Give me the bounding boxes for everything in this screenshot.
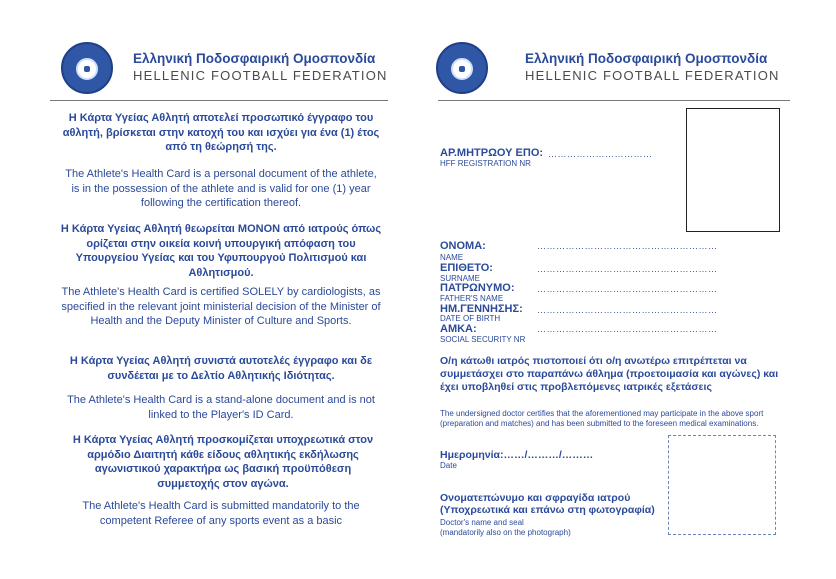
date-of-birth-field[interactable]: ………………………………………………… (537, 305, 718, 315)
certification-text-en: The undersigned doctor certifies that the aforementioned may participate in the above sport (preparation and matches) and has been submitted to the foreseen medical examinations. (440, 409, 764, 428)
certification-text-gr: Ο/η κάτωθι ιατρός πιστοποιεί ότι ο/η ανωτέρω επιτρέπεται να συμμετάσχει στο παραπάνω άθλημα (προετοιμασία και αγώνες) και έχει υποβληθεί στις προβλεπόμενες ιατρικές εξετάσεις (440, 355, 779, 393)
date-of-birth-label: ΗΜ.ΓΕΝΝΗΣΗΣ: (440, 303, 523, 315)
amka-field[interactable]: ………………………………………………… (537, 324, 718, 334)
date-label-en: Date (440, 461, 457, 470)
paragraph-referee-gr: Η Κάρτα Υγείας Αθλητή προσκομίζεται υποχρεωτικά στον αρμόδιο Διαιτητή κάθε είδους αθλητικής εκδήλωσης αγωνιστικού χαρακτήρα ως βασική προϋπόθεση συμμετοχής στον αγώνα. (72, 434, 374, 490)
date-label[interactable]: Ημερομηνία:……/………/……… (440, 449, 594, 461)
photo-box (686, 108, 780, 232)
surname-label-en: SURNAME (440, 274, 481, 283)
federation-name-greek: Ελληνική Ποδοσφαιρική Ομοσπονδία (525, 51, 768, 66)
name-field[interactable]: ………………………………………………… (537, 241, 718, 251)
paragraph-certified-gr: Η Κάρτα Υγείας Αθλητή θεωρείται ΜΟΝΟΝ από ιατρούς όπως ορίζεται στην οικεία κοινή υπουργική απόφαση του Υπουργείου Υγείας και του Υφυπουργού Πολιτισμού και Αθλητισμού. (60, 223, 382, 279)
date-of-birth-label-en: DATE OF BIRTH (440, 314, 501, 323)
surname-field[interactable]: ………………………………………………… (537, 264, 718, 274)
doctor-seal-box (668, 435, 776, 535)
hff-crest-icon (436, 42, 488, 94)
paragraph-validity-en: The Athlete's Health Card is a personal document of the athlete, is in the possession of the athlete and is valid for one (1) year following the certification thereof. (65, 168, 377, 209)
father-name-label-en: FATHER'S NAME (440, 294, 504, 303)
registration-field[interactable]: …………………………… (548, 149, 653, 159)
doctor-seal-note: (Υποχρεωτικά και επάνω στη φωτογραφία) (440, 504, 655, 516)
hff-crest-icon (61, 42, 113, 94)
paragraph-validity-gr: Η Κάρτα Υγείας Αθλητή αποτελεί προσωπικό έγγραφο του αθλητή, βρίσκεται στην κατοχή του και ισχύει για ένα (1) έτος από τη θεώρησή της. (62, 112, 380, 153)
federation-name-greek: Ελληνική Ποδοσφαιρική Ομοσπονδία (133, 51, 376, 66)
amka-label-en: SOCIAL SECURITY NR (440, 335, 526, 344)
registration-label-en: HFF REGISTRATION NR (440, 159, 531, 168)
paragraph-certified-en: The Athlete's Health Card is certified SOLELY by cardiologists, as specified in the relevant joint ministerial decision of the Minister of Health and the Deputy Minister of Culture and Sports. (61, 286, 381, 327)
father-name-label: ΠΑΤΡΩΝΥΜΟ: (440, 282, 515, 294)
federation-name-english: HELLENIC FOOTBALL FEDERATION (133, 68, 388, 83)
header-divider (50, 100, 388, 101)
name-label: ΟΝΟΜΑ: (440, 240, 486, 252)
paragraph-standalone-en: The Athlete's Health Card is a stand-alone document and is not linked to the Player's ID Card. (67, 394, 375, 421)
registration-label: ΑΡ.ΜΗΤΡΩΟΥ ΕΠΟ: (440, 147, 544, 159)
father-name-field[interactable]: ………………………………………………… (537, 284, 718, 294)
surname-label: ΕΠΙΘΕΤΟ: (440, 262, 493, 274)
header-divider (438, 100, 790, 101)
paragraph-standalone-gr: Η Κάρτα Υγείας Αθλητή συνιστά αυτοτελές έγγραφο και δε συνδέεται με το Δελτίο Αθλητικής Ιδιότητας. (69, 355, 373, 382)
doctor-name-seal-label: Ονοματεπώνυμο και σφραγίδα ιατρού (440, 492, 631, 504)
doctor-seal-note-en: (mandatorily also on the photograph) (440, 528, 571, 537)
name-label-en: NAME (440, 253, 464, 262)
amka-label: ΑΜΚΑ: (440, 323, 477, 335)
doctor-name-seal-label-en: Doctor's name and seal (440, 518, 524, 527)
federation-name-english: HELLENIC FOOTBALL FEDERATION (525, 68, 780, 83)
paragraph-referee-en: The Athlete's Health Card is submitted mandatorily to the competent Referee of any sports event as a basic (82, 500, 360, 527)
